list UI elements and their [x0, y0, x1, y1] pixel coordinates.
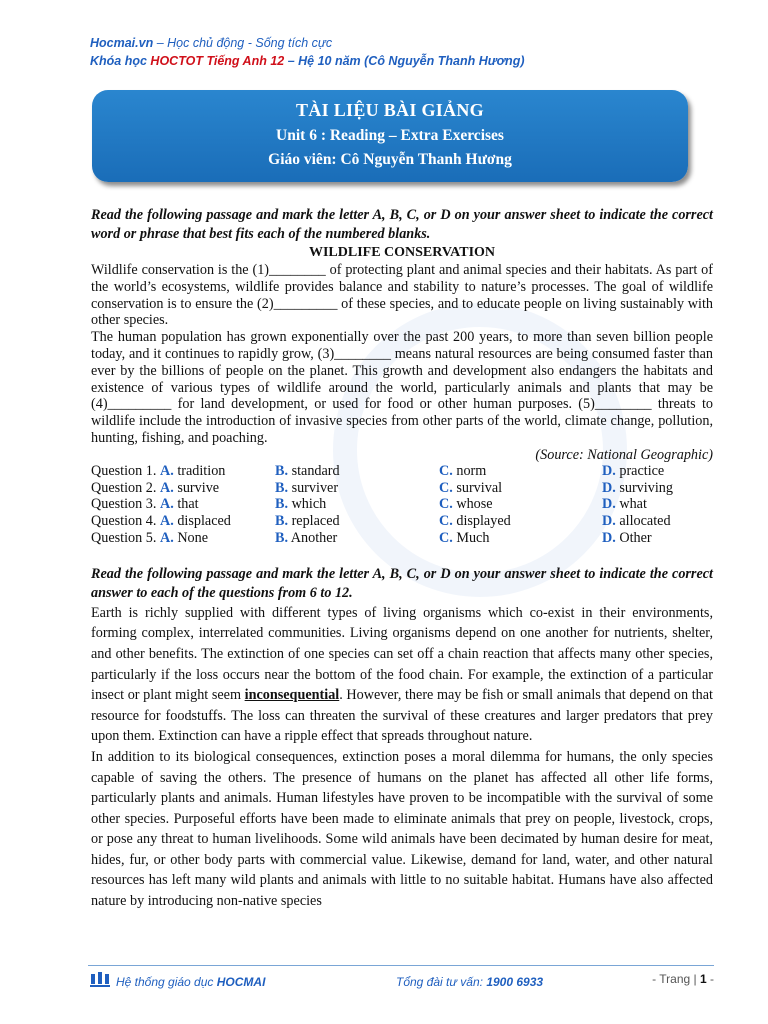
option-text: Another — [290, 529, 338, 546]
option-text: which — [291, 496, 327, 513]
option-letter: C. — [439, 479, 453, 496]
option-text: displayed — [456, 513, 511, 530]
answer-option-b — [275, 463, 439, 480]
option-text: survive — [177, 479, 220, 496]
option-text: Much — [456, 529, 490, 546]
option-text: displaced — [177, 513, 231, 530]
footer-hotline — [396, 975, 543, 989]
option-text: that — [177, 496, 199, 513]
page-header — [90, 34, 525, 70]
passage2-paragraph-1 — [91, 603, 713, 747]
title-banner — [92, 90, 688, 182]
section1-instruction: Read the following passage and mark the letter A, B, C, or D on your answer sheet to indicate the correct word or phrase that best fits each of the numbered blanks. — [91, 207, 713, 242]
option-letter: D. — [602, 479, 616, 496]
question-label: Question 4. — [91, 513, 157, 530]
answer-option-a — [91, 463, 275, 480]
footer-system-prefix: Hệ thống giáo dục — [116, 975, 217, 989]
question-label: Question 3. — [91, 496, 157, 513]
site-link[interactable]: Hocmai.vn — [90, 36, 154, 50]
answer-option-a — [91, 513, 275, 530]
option-letter: B. — [275, 513, 289, 530]
answer-option-c — [439, 480, 602, 497]
answer-option-c — [439, 513, 602, 530]
underlined-word: inconsequential — [244, 687, 340, 704]
question-label: Question 1. — [91, 462, 157, 479]
option-letter: B. — [275, 529, 289, 546]
question-row — [91, 480, 713, 497]
option-letter: A. — [159, 513, 174, 530]
option-text: practice — [619, 462, 665, 479]
course-highlight: HOCTOT Tiếng Anh 12 — [150, 54, 285, 68]
option-text: surviving — [619, 479, 673, 496]
answer-option-d — [602, 480, 713, 497]
option-letter: D. — [602, 496, 616, 513]
course-suffix: – Hệ 10 năm (Cô Nguyễn Thanh Hương) — [284, 54, 525, 68]
option-letter: A. — [159, 462, 174, 479]
answer-option-d — [602, 530, 713, 547]
option-text: allocated — [619, 513, 671, 530]
answer-option-c — [439, 530, 602, 547]
option-text: whose — [456, 496, 493, 513]
option-letter: C. — [439, 513, 453, 530]
answer-option-a — [91, 480, 275, 497]
option-letter: A. — [159, 496, 174, 513]
option-letter: B. — [275, 462, 289, 479]
option-letter: A. — [159, 529, 174, 546]
answer-option-d — [602, 513, 713, 530]
answer-option-d — [602, 463, 713, 480]
para-text: Earth is richly supplied with different types of living organisms which co-exist in their environments, forming complex, interrelated communities. Living organisms depend on one another for nutrients, shelter, and other benefits. The extinction of one species can set off a chain reaction that affects many other species, particularly if the loss occurs near the bottom of the food chain. For example, the extinction of a particular insect or plant might seem — [91, 604, 713, 704]
answer-option-d — [602, 496, 713, 513]
document-body — [91, 206, 713, 912]
passage1-paragraph-2: The human population has grown exponentially over the past 200 years, to more than seven billion people today, and it continues to rapidly grow, (3)________ means natural resources are being consumed faster than ever by the billions of people on the planet. This growth and development also endangers the habitats and existence of various types of wildlife around the world, particularly animals and plants that may be (4)_________ for land development, or used for food or other human purposes. (5)________ threats to wildlife include the introduction of invasive species from other parts of the world, climate change, pollution, hunting, fishing, and poaching. — [91, 329, 713, 446]
option-text: replaced — [291, 513, 340, 530]
question-list — [91, 463, 713, 547]
banner-title: TÀI LIỆU BÀI GIẢNG — [296, 100, 484, 120]
option-letter: C. — [439, 529, 453, 546]
header-line-1 — [90, 34, 525, 52]
answer-option-c — [439, 496, 602, 513]
header-line-2 — [90, 52, 525, 70]
passage1-paragraph-1: Wildlife conservation is the (1)________ of protecting plant and animal species and their habitats. As part of the world’s ecosystems, wildlife provides balance and stability to nature’s processes. The goal of wildlife conservation is to ensure the (2)_________ of these species, and to educate people on living sustainably with other species. — [91, 262, 713, 329]
option-text: norm — [456, 462, 487, 479]
option-text: None — [177, 529, 209, 546]
answer-option-a — [91, 496, 275, 513]
hotline-number: 1900 6933 — [486, 975, 544, 989]
slogan: – Học chủ động - Sống tích cực — [153, 36, 333, 50]
answer-option-c — [439, 463, 602, 480]
page-footer — [88, 965, 714, 996]
banner-teacher: Giáo viên: Cô Nguyễn Thanh Hương — [268, 151, 512, 168]
page-suffix: - — [706, 972, 714, 986]
option-letter: D. — [602, 462, 616, 479]
question-row — [91, 530, 713, 547]
option-text: what — [619, 496, 647, 513]
footer-system — [116, 975, 265, 989]
option-text: Other — [619, 529, 652, 546]
course-prefix: Khóa học — [90, 54, 151, 68]
option-letter: B. — [275, 496, 289, 513]
answer-option-b — [275, 530, 439, 547]
answer-option-a — [91, 530, 275, 547]
question-row — [91, 463, 713, 480]
question-label: Question 5. — [91, 529, 157, 546]
passage2-paragraph-2: In addition to its biological consequences, extinction poses a moral dilemma for humans, the only species capable of saving the others. The presence of humans on the planet has affected all other life forms, particularly plants and animals. Human lifestyles have proven to be incompatible with the survival of some other species. Purposeful efforts have been made to eliminate animals that prey on people, livestock, crops, or pose any threat to human livelihoods. Some wild animals have been decimated by human desire for meat, hides, fur, or other body parts with commercial value. Likewise, demand for land, water, and other natural resources has left many wild plants and animals with little to no suitable habitat. Humans have also affected nature by introducing non-native species — [91, 748, 713, 910]
option-text: surviver — [291, 479, 339, 496]
section2-instruction: Read the following passage and mark the letter A, B, C, or D on your answer sheet to indicate the correct answer to each of the questions from 6 to 12. — [91, 565, 713, 601]
passage-title: WILDLIFE CONSERVATION — [308, 245, 496, 260]
option-letter: C. — [439, 496, 453, 513]
para-text: . However, there may be fish or small animals that depend on that resource for foodstuffs. The loss can threaten the survival of these creatures and larger predators that prey upon them. Extinction can have a ripple effect that spreads throughout nature. — [91, 687, 713, 745]
hotline-prefix: Tổng đài tư vấn: — [396, 975, 487, 989]
passage-source: (Source: National Geographic) — [535, 446, 713, 463]
footer-system-name: HOCMAI — [216, 975, 266, 989]
question-row — [91, 513, 713, 530]
option-letter: A. — [159, 479, 174, 496]
answer-option-b — [275, 480, 439, 497]
page-number — [652, 972, 714, 986]
page-num: 1 — [699, 972, 707, 986]
option-text: tradition — [177, 462, 226, 479]
question-label: Question 2. — [91, 479, 157, 496]
banner-unit: Unit 6 : Reading – Extra Exercises — [276, 127, 504, 144]
option-letter: D. — [602, 513, 616, 530]
option-letter: D. — [602, 529, 616, 546]
answer-option-b — [275, 513, 439, 530]
option-letter: B. — [275, 479, 289, 496]
hocmai-logo-icon — [90, 972, 110, 988]
option-letter: C. — [439, 462, 453, 479]
answer-option-b — [275, 496, 439, 513]
option-text: survival — [456, 479, 503, 496]
option-text: standard — [291, 462, 340, 479]
page-prefix: - Trang | — [652, 972, 700, 986]
question-row — [91, 496, 713, 513]
